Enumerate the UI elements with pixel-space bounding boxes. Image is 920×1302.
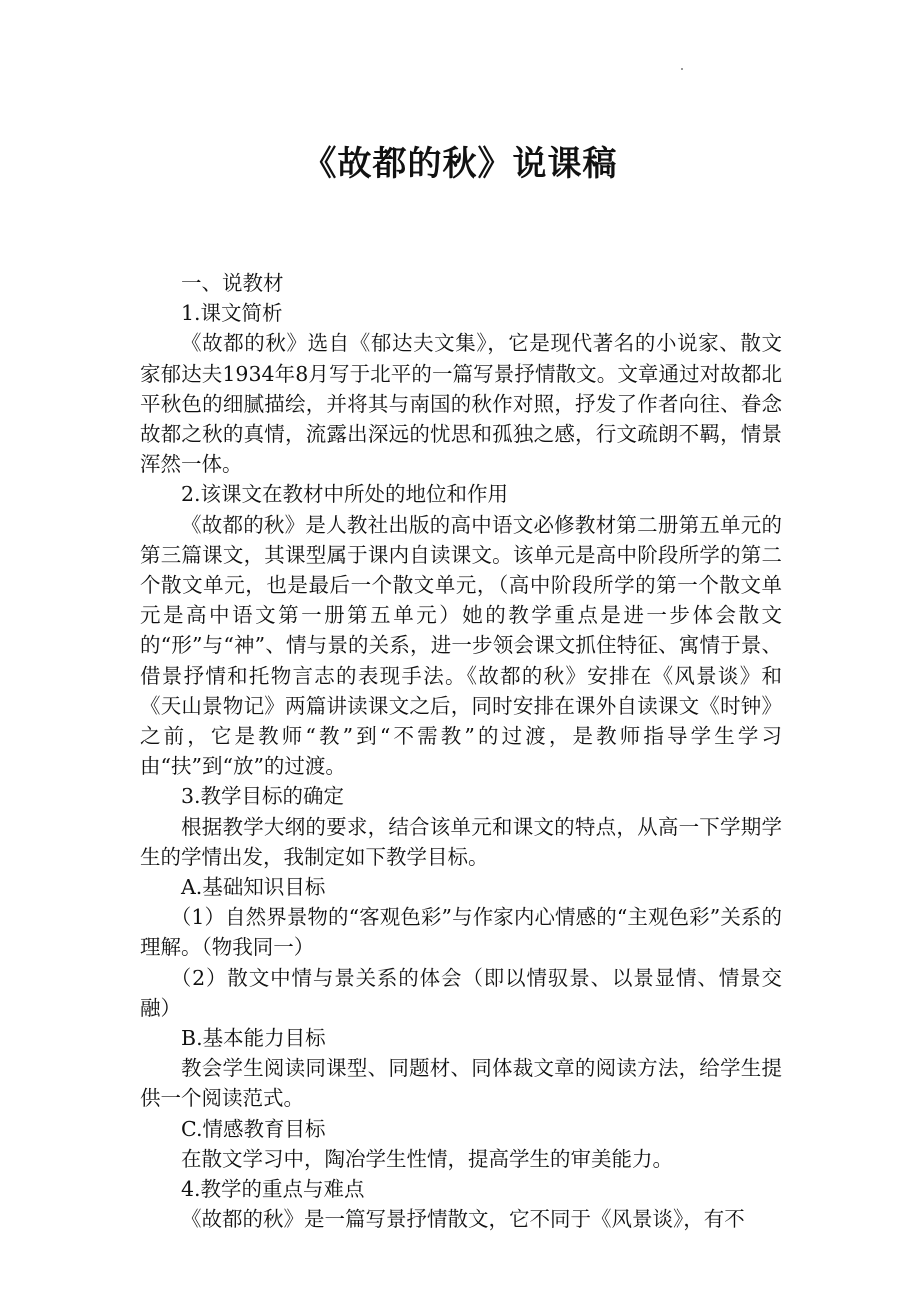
subsection-heading: 3.教学目标的确定 — [181, 784, 345, 809]
goal-heading: A.基础知识目标 — [181, 875, 326, 900]
body-paragraph: 《故都的秋》是人教社出版的高中语文必修教材第二册第五单元的第三篇课文，其课型属于课内自读课文。该单元是高中阶段所学的第二个散文单元，也是最后一个散文单元，（高中阶段所学的第一个散文单元是高中语文第一册第五单元）她的教学重点是进一步体会散文的“形”与“神”、情与景的关系，进一步领会课文抓住特征、寓情于景、借景抒情和托物言志的表现手法。《故都的秋》安排在《风景谈》和《天山景物记》两篇讲读课文之后，同时安排在课外自读课文《时钟》之前，它是教师“教”到“不需教”的过渡，是教师指导学生学习由“扶”到“放”的过渡。 — [140, 512, 782, 779]
goal-heading: B.基本能力目标 — [181, 1026, 326, 1051]
goal-heading: C.情感教育目标 — [181, 1116, 326, 1141]
body-paragraph: 根据教学大纲的要求，结合该单元和课文的特点，从高一下学期学生的学情出发，我制定如下教学目标。 — [140, 814, 782, 869]
document-title: 《故都的秋》说课稿 — [302, 144, 618, 184]
section-heading: 一、说教材 — [181, 271, 284, 295]
body-paragraph: 教会学生阅读同课型、同题材、同体裁文章的阅读方法，给学生提供一个阅读范式。 — [140, 1056, 782, 1111]
body-paragraph: 《故都的秋》是一篇写景抒情散文，它不同于《风景谈》，有不 — [181, 1207, 745, 1232]
document-body — [140, 268, 782, 1235]
page-mark — [681, 68, 683, 70]
body-paragraph: 《故都的秋》选自《郁达夫文集》，它是现代著名的小说家、散文家郁达夫1934年8月写于北平的一篇写景抒情散文。文章通过对故都北平秋色的细腻描绘，并将其与南国的秋作对照，抒发了作者向往、眷念故都之秋的真情，流露出深远的忧思和孤独之感，行文疏朗不羁，情景浑然一体。 — [140, 331, 782, 477]
body-paragraph: 在散文学习中，陶冶学生性情，提高学生的审美能力。 — [181, 1146, 673, 1171]
goal-item: （2）散文中情与景关系的体会（即以情驭景、以景显情、情景交融） — [140, 965, 782, 1020]
subsection-heading: 2.该课文在教材中所处的地位和作用 — [181, 482, 509, 507]
subsection-heading: 1.课文简析 — [181, 301, 283, 326]
subsection-heading: 4.教学的重点与难点 — [181, 1177, 365, 1202]
goal-item: （1）自然界景物的“客观色彩”与作家内心情感的“主观色彩”关系的理解。（物我同一） — [140, 905, 782, 960]
